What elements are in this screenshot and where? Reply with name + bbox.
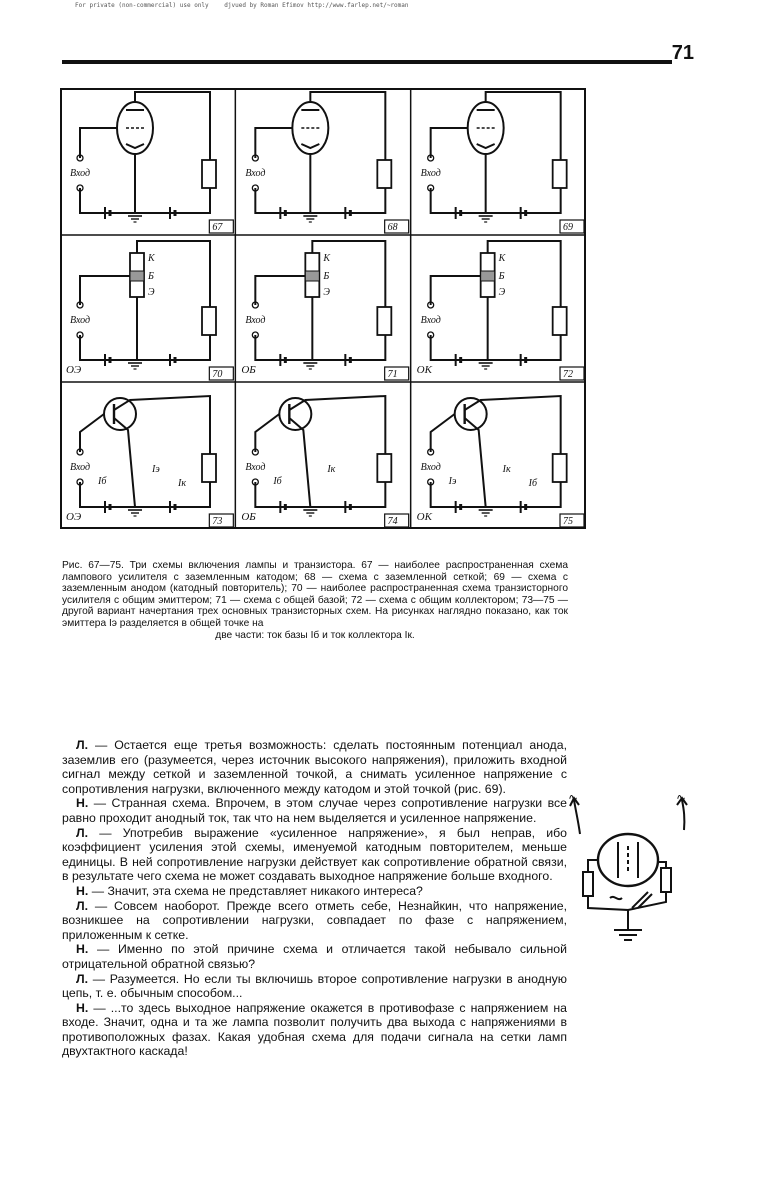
panel-number: 73 xyxy=(212,516,223,527)
dialogue-paragraph xyxy=(62,942,567,971)
circuit-wire xyxy=(431,414,455,452)
transistor-symbol xyxy=(104,398,136,430)
speech-text: — Странная схема. Впрочем, в этом случае через сопротивление нагрузки все равно проходит анодный ток, так что на нем выделяется и усиленное напряжение. xyxy=(62,796,567,825)
tube-cathode xyxy=(301,144,319,148)
transistor-symbol xyxy=(455,398,487,430)
scan-note-right: djvued by Roman Efimov http://www.farlep.net/~roman xyxy=(224,2,409,9)
tube-cathode xyxy=(477,144,495,148)
base-label: Б xyxy=(323,271,330,282)
speech-text: — Именно по этой причине схема и отличается такой небывало сильной отрицательной обратной связью? xyxy=(62,942,567,971)
input-label: Вход xyxy=(70,168,91,179)
circuit-wire xyxy=(431,178,561,213)
scheme-label: ОК xyxy=(416,511,432,523)
current-label: Iк xyxy=(327,464,336,475)
current-label: Iк xyxy=(178,478,187,489)
load-resistor xyxy=(553,160,567,188)
circuit-wire xyxy=(80,414,104,452)
circuit-panel xyxy=(66,396,233,527)
speech-text: — Значит, эта схема не представляет никакого интереса? xyxy=(88,883,423,898)
input-label: Вход xyxy=(70,462,91,473)
svg-text:∿: ∿ xyxy=(676,791,687,805)
scan-note-left: For private (non-commercial) use only xyxy=(75,2,209,9)
load-resistor xyxy=(553,307,567,335)
dialogue-paragraph xyxy=(62,796,567,825)
panel-number: 70 xyxy=(212,369,223,380)
load-resistor xyxy=(377,307,391,335)
panel-number: 74 xyxy=(387,516,398,527)
scheme-label: ОБ xyxy=(241,511,256,523)
transistor-base-region xyxy=(130,271,144,281)
circuit-wire xyxy=(431,276,481,305)
caption-last-line: две части: ток базы Iб и ток коллектора Iк. xyxy=(215,629,415,641)
current-label: Iб xyxy=(98,476,107,487)
circuit-diagram-grid xyxy=(60,88,586,529)
dialogue-paragraph xyxy=(62,826,567,884)
collector-label: К xyxy=(323,253,330,264)
panel-number: 68 xyxy=(387,222,398,233)
current-label: Iб xyxy=(528,478,538,489)
load-resistor xyxy=(553,454,567,482)
collector-label: К xyxy=(148,253,155,264)
input-label: Вход xyxy=(245,315,266,326)
circuit-panel xyxy=(417,396,584,527)
speaker-label: Л. xyxy=(76,971,89,986)
circuit-wire xyxy=(80,128,117,158)
dialogue-paragraph xyxy=(62,972,567,1001)
panel-number: 69 xyxy=(563,222,573,233)
current-label: Iэ xyxy=(152,464,160,475)
speaker-label: Н. xyxy=(76,796,89,811)
load-resistor xyxy=(377,454,391,482)
input-label: Вход xyxy=(420,168,441,179)
load-resistor xyxy=(202,160,216,188)
page-number: 71 xyxy=(671,42,694,64)
panel-number: 75 xyxy=(563,516,573,527)
circuit-panel xyxy=(66,241,233,380)
input-label: Вход xyxy=(420,462,441,473)
current-label: Iк xyxy=(502,464,511,475)
panel-number: 71 xyxy=(387,369,398,380)
dialogue-text xyxy=(62,738,567,1059)
svg-text:∿: ∿ xyxy=(568,791,579,805)
transistor-symbol xyxy=(279,398,311,430)
panel-number: 72 xyxy=(563,369,573,380)
speaker-label: Н. xyxy=(76,942,89,957)
circuit-wire xyxy=(255,178,385,213)
tube-cathode xyxy=(126,144,144,148)
margin-illustration xyxy=(566,790,698,968)
figure-border xyxy=(61,89,585,528)
transistor-base-region xyxy=(305,271,319,281)
speech-text: — Разумеется. Но если ты включишь второе сопротивление нагрузки в анодную цепь, т. е. обычным способом... xyxy=(62,971,567,1001)
speaker-label: Л. xyxy=(76,825,89,840)
input-label: Вход xyxy=(245,168,266,179)
circuit-wire xyxy=(80,325,210,360)
speaker-label: Л. xyxy=(76,898,89,913)
scheme-label: ОЭ xyxy=(66,364,82,376)
base-label: Б xyxy=(148,271,154,282)
panel-number: 67 xyxy=(212,222,223,233)
dialogue-paragraph xyxy=(62,899,567,943)
current-label: Iэ xyxy=(448,476,457,487)
transistor-base-region xyxy=(481,271,495,281)
circuit-panel xyxy=(241,396,408,527)
speech-text: — ...то здесь выходное напряжение окажется в противофазе с напряжением на входе. Значит, одна и та же лампа позволит получить два выхода с напряжениями в противоположных фазах. Какая удобная схема для подачи сигнала на сетки ламп двухтактного каскада! xyxy=(62,1000,567,1059)
base-label: Б xyxy=(498,271,505,282)
load-resistor xyxy=(377,160,391,188)
circuit-wire xyxy=(80,276,130,305)
scheme-label: ОЭ xyxy=(66,511,82,523)
emitter-label: Э xyxy=(323,287,330,298)
circuit-wire xyxy=(255,325,385,360)
cathode-follower-sketch xyxy=(566,790,698,968)
dialogue-paragraph xyxy=(62,1001,567,1059)
input-label: Вход xyxy=(245,462,266,473)
circuit-wire xyxy=(465,418,486,507)
circuit-panel xyxy=(241,241,408,380)
circuit-wire xyxy=(255,128,292,158)
load-resistor xyxy=(202,307,216,335)
collector-label: К xyxy=(498,253,506,264)
current-label: Iб xyxy=(273,476,282,487)
header-rule xyxy=(62,60,672,64)
scheme-label: ОК xyxy=(416,364,432,376)
speaker-label: Л. xyxy=(76,738,89,752)
circuit-panel xyxy=(70,92,233,233)
circuit-wire xyxy=(255,276,305,305)
circuit-figure xyxy=(60,88,586,529)
speech-text: — Остается еще третья возможность: сделать постоянным потенциал анода, заземлив его (разумеется, через источник высокого напряжения), приложить входной сигнал между сеткой и заземленной точкой, а снимать усиленное напряжение с сопротивления нагрузки, включенного между катодом и этой точкой (рис. 69). xyxy=(62,738,567,796)
emitter-label: Э xyxy=(498,287,506,298)
load-resistor xyxy=(202,454,216,482)
input-label: Вход xyxy=(70,315,91,326)
circuit-wire xyxy=(114,418,135,507)
circuit-panel xyxy=(417,241,584,380)
speech-text: — Совсем наоборот. Прежде всего отметь себе, Незнайкин, что напряжение, возникшее на сопротивлении нагрузки, совпадает по фазе с напряжением, приложенным к сетке. xyxy=(62,898,567,942)
speech-text: — Употребив выражение «усиленное напряжение», я был неправ, ибо коэффициент усиления этой схемы, именуемой катодным повторителем, меньше единицы. В ней сопротивление нагрузки действует как сопротивление обратной связи, в результате чего схема не может создавать выходное напряжение больше входного. xyxy=(62,825,567,884)
circuit-wire xyxy=(255,414,279,452)
circuit-panel xyxy=(245,92,408,233)
emitter-label: Э xyxy=(148,287,155,298)
circuit-wire xyxy=(80,178,210,213)
input-label: Вход xyxy=(420,315,441,326)
circuit-wire xyxy=(431,128,468,158)
dialogue-paragraph xyxy=(62,884,567,899)
circuit-wire xyxy=(431,325,561,360)
dialogue-paragraph xyxy=(62,738,567,796)
figure-caption xyxy=(62,560,568,641)
scan-note xyxy=(75,2,409,9)
speaker-label: Н. xyxy=(76,1000,89,1015)
caption-text: Рис. 67—75. Три схемы включения лампы и транзистора. 67 — наиболее распространенная схема лампового усилителя с заземленным катодом; 68 — схема с заземленной сеткой; 69 — схема с заземленным анодом (катодный повторитель); 70 — наиболее распространенная схема транзисторного усилителя с общим эмиттером; 71 — схема с общей базой; 72 — схема с общим коллектором; 73—75 — другой вариант начертания трех основных транзисторных схем. На рисунках наглядно показано, как ток эмиттера Iэ разделяется в общей точке на xyxy=(62,560,568,629)
scheme-label: ОБ xyxy=(241,364,256,376)
circuit-panel xyxy=(421,92,584,233)
circuit-wire xyxy=(289,418,310,507)
speaker-label: Н. xyxy=(76,883,89,898)
